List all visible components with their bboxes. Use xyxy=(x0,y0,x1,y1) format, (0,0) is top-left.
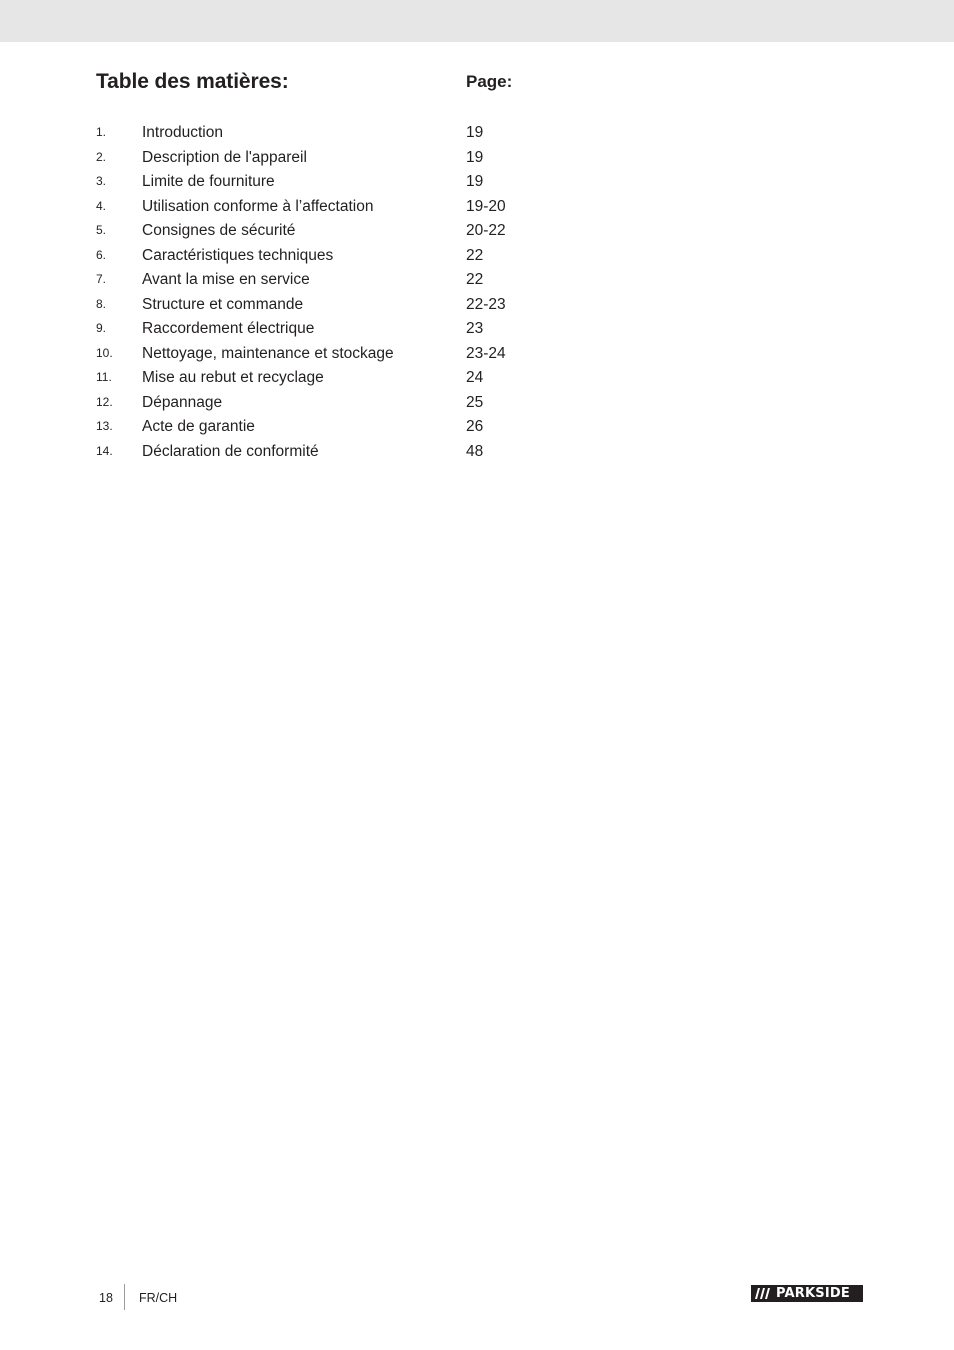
toc-item-page: 22 xyxy=(466,271,484,288)
toc-item-number: 13. xyxy=(96,419,113,433)
toc-item-label: Description de l'appareil xyxy=(142,148,307,166)
toc-item-page: 19-20 xyxy=(466,197,506,215)
table-of-contents xyxy=(96,121,576,464)
page-column-heading: Page: xyxy=(466,72,513,91)
toc-item-intended-use[interactable] xyxy=(96,195,576,220)
toc-item-label: Avant la mise en service xyxy=(142,271,310,288)
toc-item-number: 14. xyxy=(96,443,113,458)
toc-item-page: 23-24 xyxy=(466,344,506,362)
logo-stripes-icon xyxy=(754,1285,774,1302)
toc-item-page: 20-22 xyxy=(466,222,506,239)
toc-item-warranty[interactable] xyxy=(96,415,576,440)
toc-item-label: Structure et commande xyxy=(142,295,304,313)
toc-item-page: 25 xyxy=(466,393,484,411)
toc-item-introduction[interactable] xyxy=(96,121,576,146)
page-title: Table des matières: xyxy=(96,70,289,93)
toc-item-structure[interactable] xyxy=(96,293,576,318)
toc-item-conformity[interactable] xyxy=(96,440,576,465)
toc-item-page: 48 xyxy=(466,442,484,460)
toc-item-page: 22-23 xyxy=(466,295,506,313)
toc-item-page: 23 xyxy=(466,320,484,337)
toc-item-specs[interactable] xyxy=(96,244,576,269)
toc-item-page: 19 xyxy=(466,173,484,190)
toc-item-number: 2. xyxy=(96,149,107,164)
toc-item-number: 1. xyxy=(96,125,107,139)
toc-item-number: 10. xyxy=(96,345,113,360)
toc-item-page: 19 xyxy=(466,124,484,141)
toc-item-safety[interactable] xyxy=(96,219,576,244)
toc-item-page: 24 xyxy=(466,369,484,386)
toc-item-before-use[interactable] xyxy=(96,268,576,293)
toc-item-number: 9. xyxy=(96,321,107,335)
top-band xyxy=(0,0,954,42)
toc-item-maintenance[interactable] xyxy=(96,342,576,367)
toc-item-label: Dépannage xyxy=(142,393,223,411)
toc-item-number: 3. xyxy=(96,174,107,188)
toc-item-number: 6. xyxy=(96,247,107,262)
toc-item-electrical[interactable] xyxy=(96,317,576,342)
toc-item-number: 11. xyxy=(96,370,112,384)
toc-item-disposal[interactable] xyxy=(96,366,576,391)
toc-item-label: Mise au rebut et recyclage xyxy=(142,369,324,386)
logo-wordmark: PARKSIDE xyxy=(776,1286,850,1301)
toc-item-label: Limite de fourniture xyxy=(142,173,275,190)
parkside-logo xyxy=(751,1285,863,1302)
toc-item-label: Utilisation conforme à l’affectation xyxy=(142,197,374,215)
toc-item-page: 22 xyxy=(466,246,484,264)
footer-page-number: 18 xyxy=(99,1291,113,1305)
toc-item-number: 8. xyxy=(96,296,107,311)
toc-item-delivery-scope[interactable] xyxy=(96,170,576,195)
toc-item-label: Nettoyage, maintenance et stockage xyxy=(142,344,394,362)
toc-item-label: Déclaration de conformité xyxy=(142,442,319,460)
footer-language: FR/CH xyxy=(139,1291,178,1305)
toc-item-label: Raccordement électrique xyxy=(142,320,315,337)
toc-item-number: 12. xyxy=(96,394,113,409)
toc-item-number: 5. xyxy=(96,223,107,237)
toc-item-label: Introduction xyxy=(142,124,223,141)
toc-item-page: 19 xyxy=(466,148,484,166)
toc-item-label: Consignes de sécurité xyxy=(142,222,296,239)
footer-divider xyxy=(124,1284,125,1310)
toc-item-label: Acte de garantie xyxy=(142,418,255,435)
toc-item-page: 26 xyxy=(466,418,484,435)
toc-item-label: Caractéristiques techniques xyxy=(142,246,334,264)
toc-item-description[interactable] xyxy=(96,146,576,171)
toc-item-troubleshooting[interactable] xyxy=(96,391,576,416)
toc-item-number: 4. xyxy=(96,198,107,213)
toc-item-number: 7. xyxy=(96,272,107,286)
